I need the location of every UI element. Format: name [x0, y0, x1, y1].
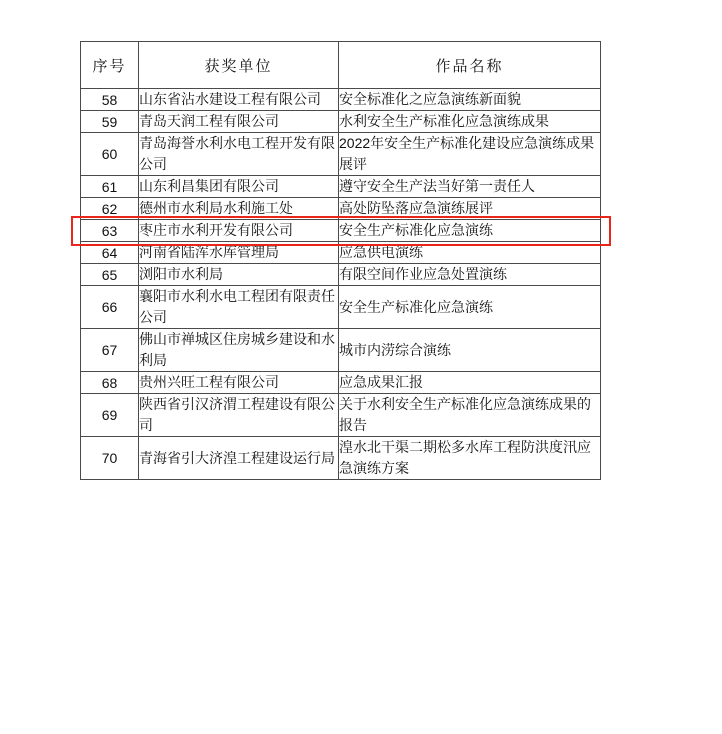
cell-work: 有限空间作业应急处置演练 [339, 264, 601, 286]
cell-seq: 65 [81, 264, 139, 286]
table-row [81, 372, 601, 394]
cell-unit: 德州市水利局水利施工处 [139, 198, 339, 220]
table-row [81, 133, 601, 176]
cell-work: 安全标准化之应急演练新面貌 [339, 89, 601, 111]
table-row [81, 111, 601, 133]
cell-seq: 59 [81, 111, 139, 133]
cell-unit: 青岛天润工程有限公司 [139, 111, 339, 133]
cell-work: 水利安全生产标准化应急演练成果 [339, 111, 601, 133]
table-row [81, 89, 601, 111]
cell-work: 应急供电演练 [339, 242, 601, 264]
cell-work: 安全生产标准化应急演练 [339, 286, 601, 329]
cell-work: 2022年安全生产标准化建设应急演练成果展评 [339, 133, 601, 176]
cell-work: 安全生产标准化应急演练 [339, 220, 601, 242]
cell-seq: 70 [81, 437, 139, 480]
cell-unit: 陕西省引汉济渭工程建设有限公司 [139, 394, 339, 437]
column-header-unit: 获奖单位 [139, 42, 339, 89]
table-row [81, 176, 601, 198]
cell-unit: 枣庄市水利开发有限公司 [139, 220, 339, 242]
table-row [81, 394, 601, 437]
cell-seq: 63 [81, 220, 139, 242]
cell-seq: 62 [81, 198, 139, 220]
cell-unit: 佛山市禅城区住房城乡建设和水利局 [139, 329, 339, 372]
cell-seq: 64 [81, 242, 139, 264]
cell-unit: 浏阳市水利局 [139, 264, 339, 286]
table-row [81, 198, 601, 220]
cell-seq: 60 [81, 133, 139, 176]
cell-unit: 河南省陆浑水库管理局 [139, 242, 339, 264]
cell-work: 关于水利安全生产标准化应急演练成果的报告 [339, 394, 601, 437]
table-header [81, 42, 601, 89]
cell-unit: 青岛海誉水利水电工程开发有限公司 [139, 133, 339, 176]
cell-seq: 61 [81, 176, 139, 198]
cell-unit: 山东省沾水建设工程有限公司 [139, 89, 339, 111]
table-header-row [81, 42, 601, 89]
cell-work: 湟水北干渠二期松多水库工程防洪度汛应急演练方案 [339, 437, 601, 480]
award-table [80, 41, 601, 480]
column-header-work: 作品名称 [339, 42, 601, 89]
table-row [81, 220, 601, 242]
table-row [81, 242, 601, 264]
cell-work: 遵守安全生产法当好第一责任人 [339, 176, 601, 198]
cell-seq: 69 [81, 394, 139, 437]
table-row [81, 264, 601, 286]
table-row [81, 286, 601, 329]
cell-seq: 68 [81, 372, 139, 394]
table-body [81, 89, 601, 480]
cell-unit: 山东利昌集团有限公司 [139, 176, 339, 198]
cell-seq: 66 [81, 286, 139, 329]
award-table-container [80, 41, 600, 480]
table-row [81, 329, 601, 372]
table-row [81, 437, 601, 480]
column-header-seq: 序号 [81, 42, 139, 89]
cell-unit: 襄阳市水利水电工程团有限责任公司 [139, 286, 339, 329]
cell-unit: 贵州兴旺工程有限公司 [139, 372, 339, 394]
cell-work: 应急成果汇报 [339, 372, 601, 394]
cell-unit: 青海省引大济湟工程建设运行局 [139, 437, 339, 480]
cell-seq: 58 [81, 89, 139, 111]
cell-work: 城市内涝综合演练 [339, 329, 601, 372]
cell-work: 高处防坠落应急演练展评 [339, 198, 601, 220]
cell-seq: 67 [81, 329, 139, 372]
